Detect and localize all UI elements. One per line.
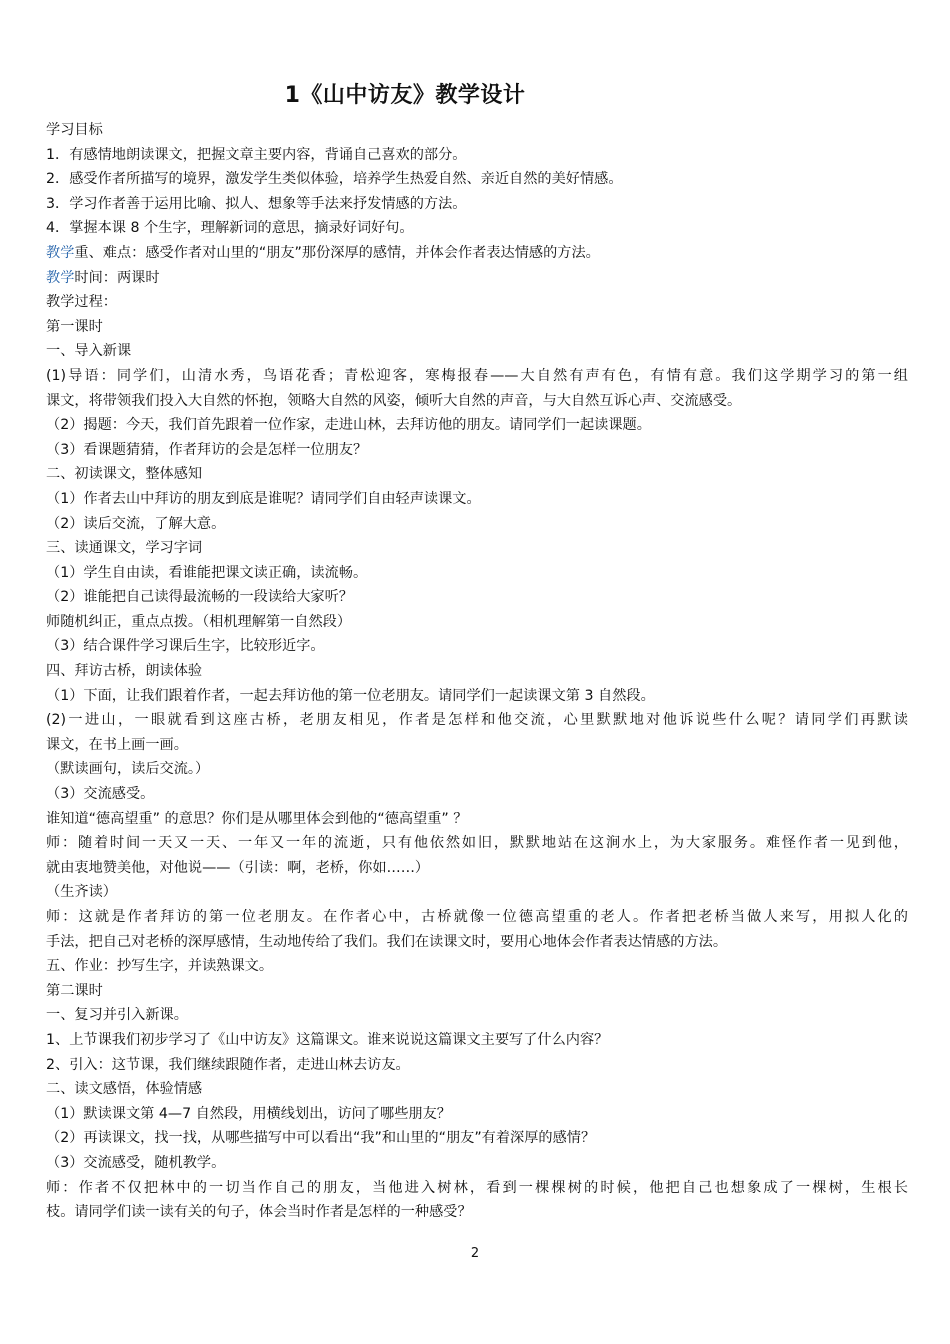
line-text: 三、读通课文，学习字词 [46, 540, 203, 557]
text-line [46, 610, 908, 635]
line-text: 2．感受作者所描写的境界，激发学生类似体验，培养学生热爱自然、亲近自然的美好情感。 [46, 171, 623, 188]
line-text: 五、作业：抄写生字，并读熟课文。 [46, 958, 274, 975]
text-line [46, 708, 908, 733]
text-line [46, 1102, 908, 1127]
line-text: 重、难点：感受作者对山里的“朋友”那份深厚的感情，并体会作者表达情感的方法。 [74, 244, 600, 261]
line-text: （默读画句，读后交流。） [46, 761, 210, 778]
text-line [46, 1053, 908, 1078]
line-text: （3）交流感受。 [46, 786, 155, 803]
line-text: 一、复习并引入新课。 [46, 1007, 188, 1024]
text-line [46, 1126, 908, 1151]
line-text: （生齐读） [46, 884, 117, 901]
text-line [46, 930, 908, 955]
text-line [46, 684, 908, 709]
text-line [46, 512, 908, 537]
text-line [46, 266, 908, 291]
line-text: 师：随着时间一天又一天、一年又一年的流逝，只有他依然如旧，默默地站在这涧水上，为大家服务。难怪作者一见到他， [46, 835, 908, 852]
text-line [46, 1151, 908, 1176]
line-text: 课文，在书上画一画。 [46, 736, 188, 753]
text-line [46, 413, 908, 438]
line-text: （1）默读课文第 4—7 自然段，用横线划出，访问了哪些朋友？ [46, 1105, 451, 1122]
text-line [46, 216, 908, 241]
text-line [46, 807, 908, 832]
text-line [46, 979, 908, 1004]
text-line [46, 954, 908, 979]
text-line [46, 659, 908, 684]
line-text: 3．学习作者善于运用比喻、拟人、想象等手法来抒发情感的方法。 [46, 195, 467, 212]
text-line [46, 856, 908, 881]
line-text: （2）揭题：今天，我们首先跟着一位作家，走进山林，去拜访他的朋友。请同学们一起读课题。 [46, 417, 651, 434]
text-line [46, 634, 908, 659]
text-line [46, 561, 908, 586]
line-text: 第一课时 [46, 318, 103, 335]
text-line [46, 241, 908, 266]
text-line [46, 585, 908, 610]
line-text: （1）作者去山中拜访的朋友到底是谁呢？请同学们自由轻声读课文。 [46, 490, 481, 507]
text-line [46, 905, 908, 930]
line-text: 枝。请同学们读一读有关的句子，体会当时作者是怎样的一种感受？ [46, 1204, 472, 1221]
document-title: 1《山中访友》教学设计 [284, 83, 526, 108]
line-text: 二、初读课文，整体感知 [46, 466, 203, 483]
highlighted-prefix: 教学 [46, 244, 75, 261]
line-text: 师：这就是作者拜访的第一位老朋友。在作者心中，古桥就像一位德高望重的老人。作者把老桥当做人来写，用拟人化的 [46, 909, 908, 925]
line-text: 谁知道“德高望重” 的意思？你们是从哪里体会到他的“德高望重” ？ [46, 810, 468, 827]
text-line [46, 1200, 908, 1225]
text-line [46, 536, 908, 561]
line-text: 二、读文感悟，体验情感 [46, 1081, 203, 1098]
line-text: （2）谁能把自己读得最流畅的一段读给大家听？ [46, 589, 353, 606]
line-text: 1、上节课我们初步学习了《山中访友》这篇课文。谁来说说这篇课文主要写了什么内容？ [46, 1031, 609, 1048]
document-body [46, 118, 908, 1225]
text-line [46, 389, 908, 414]
text-line [46, 192, 908, 217]
highlighted-prefix: 教学 [46, 269, 75, 286]
line-text: (2)一进山，一眼就看到这座古桥，老朋友相见，作者是怎样和他交流，心里默默地对他诉说些什么呢？请同学们再默读 [46, 712, 908, 729]
line-text: （3）交流感受，随机教学。 [46, 1154, 226, 1171]
text-line [46, 757, 908, 782]
text-line [46, 143, 908, 168]
text-line [46, 1176, 908, 1201]
page-number: 2 [470, 1246, 480, 1261]
line-text: （3）看课题猜猜，作者拜访的会是怎样一位朋友？ [46, 441, 368, 458]
line-text: 四、拜访古桥，朗读体验 [46, 663, 203, 680]
line-text: 师：作者不仅把林中的一切当作自己的朋友，当他进入树林，看到一棵棵树的时候，他把自己也想象成了一棵树，生根长 [46, 1179, 908, 1196]
line-text: 4．掌握本课 8 个生字，理解新词的意思，摘录好词好句。 [46, 220, 414, 237]
line-text: （3）结合课件学习课后生字，比较形近字。 [46, 638, 325, 655]
line-text: （2）读后交流，了解大意。 [46, 515, 226, 532]
line-text: （1）下面，让我们跟着作者，一起去拜访他的第一位老朋友。请同学们一起读课文第 3 自然段。 [46, 687, 655, 704]
line-text: 手法，把自己对老桥的深厚感情，生动地传给了我们。我们在读课文时，要用心地体会作者表达情感的方法。 [46, 933, 728, 950]
line-text: (1)导语：同学们，山清水秀，鸟语花香；青松迎客，寒梅报春——大自然有声有色，有情有意。我们这学期学习的第一组 [46, 367, 908, 384]
line-text: 一、导入新课 [46, 343, 132, 360]
text-line [46, 167, 908, 192]
line-text: （2）再读课文，找一找，从哪些描写中可以看出“我”和山里的“朋友”有着深厚的感情？ [46, 1130, 596, 1147]
line-text: 时间：两课时 [74, 269, 160, 286]
text-line [46, 364, 908, 389]
text-line [46, 733, 908, 758]
text-line [46, 1003, 908, 1028]
text-line [46, 290, 908, 315]
text-line [46, 438, 908, 463]
line-text: （1）学生自由读，看谁能把课文读正确，读流畅。 [46, 564, 368, 581]
line-text: 师随机纠正，重点点拨。（相机理解第一自然段） [46, 613, 352, 630]
text-line [46, 782, 908, 807]
line-text: 学习目标 [46, 122, 103, 138]
text-line [46, 831, 908, 856]
line-text: 2、引入：这节课，我们继续跟随作者，走进山林去访友。 [46, 1056, 410, 1073]
text-line [46, 339, 908, 364]
text-line [46, 880, 908, 905]
text-line [46, 1028, 908, 1053]
line-text: 第二课时 [46, 982, 103, 999]
line-text: 1．有感情地朗读课文，把握文章主要内容，背诵自己喜欢的部分。 [46, 146, 467, 163]
text-line [46, 1077, 908, 1102]
line-text: 教学过程： [46, 294, 117, 311]
text-line [46, 462, 908, 487]
text-line [46, 315, 908, 340]
line-text: 就由衷地赞美他，对他说——（引读：啊，老桥，你如……） [46, 859, 430, 876]
line-text: 课文，将带领我们投入大自然的怀抱，领略大自然的风姿，倾听大自然的声音，与大自然互诉心声、交流感受。 [46, 392, 742, 409]
text-line [46, 118, 908, 143]
text-line [46, 487, 908, 512]
